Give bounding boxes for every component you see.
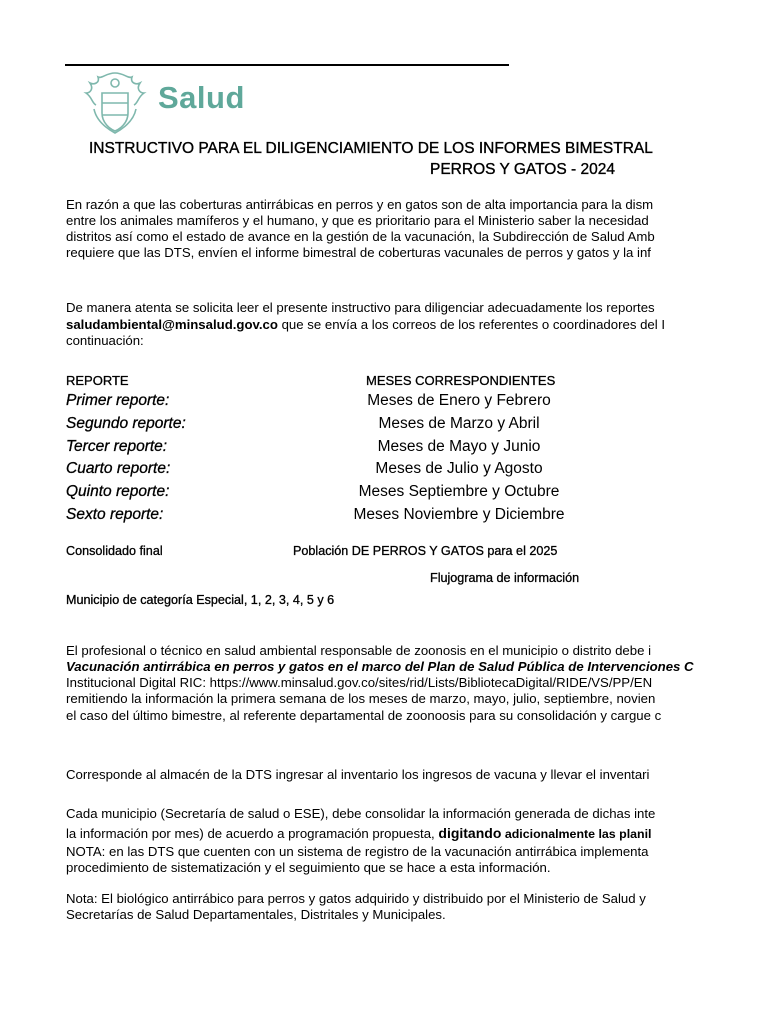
para1-line-1: El profesional o técnico en salud ambiental responsable de zoonosis en el municipio o distrito debe i <box>66 643 652 658</box>
intro-line-4: requiere que las DTS, envíen el informe bimestral de coberturas vacunales de perros y gatos y la inf <box>66 245 651 260</box>
para1-line-3: Institucional Digital RIC: https://www.minsalud.gov.co/sites/rid/Lists/BibliotecaDigital/RIDE/VS/PP/EN <box>66 675 653 690</box>
coat-of-arms-icon <box>80 67 150 137</box>
report-label-6: Sexto reporte: <box>66 506 164 523</box>
para1-line-5: el caso del último bimestre, al referente departamental de zoonoosis para su consolidación y cargue c <box>66 708 662 723</box>
para2: Corresponde al almacén de la DTS ingresar al inventario los ingresos de vacuna y llevar el inventari <box>66 767 650 782</box>
intro-line-1: En razón a que las coberturas antirrábicas en perros y en gatos son de alta importancia para la dism <box>66 197 654 212</box>
report-months-2: Meses de Marzo y Abril <box>378 415 540 432</box>
report-label-1: Primer reporte: <box>66 392 170 409</box>
report-label-5: Quinto reporte: <box>66 483 170 500</box>
request-line-3: continuación: <box>66 333 144 348</box>
municipality-category: Municipio de categoría Especial, 1, 2, 3, 4, 5 y 6 <box>66 593 335 607</box>
para1-line-2: Vacunación antirrábica en perros y gatos en el marco del Plan de Salud Pública de Intervenciones C <box>66 659 694 674</box>
para4-line-1: Nota: El biológico antirrábico para perros y gatos adquirido y distribuido por el Ministerio de Salud y <box>66 891 646 906</box>
months-column-header: MESES CORRESPONDIENTES <box>366 373 556 388</box>
report-label-3: Tercer reporte: <box>66 438 168 455</box>
consolidated-label: Consolidado final <box>66 544 163 558</box>
header-rule <box>65 64 509 66</box>
report-column-header: REPORTE <box>66 373 129 388</box>
intro-line-2: entre los animales mamíferos y el humano, y que es prioritario para el Ministerio saber la necesidad <box>66 213 649 228</box>
brand-name: Salud <box>158 80 245 115</box>
page-title: INSTRUCTIVO PARA EL DILIGENCIAMIENTO DE LOS INFORMES BIMESTRAL <box>89 140 653 157</box>
report-months-5: Meses Septiembre y Octubre <box>358 483 560 500</box>
para3-line-1: Cada municipio (Secretaría de salud o ESE), debe consolidar la información generada de dichas inte <box>66 806 656 821</box>
report-months-6: Meses Noviembre y Diciembre <box>353 506 565 523</box>
request-line-2: saludambiental@minsalud.gov.co que se envía a los correos de los referentes o coordinadores del I <box>66 317 665 332</box>
report-months-3: Meses de Mayo y Junio <box>377 438 541 455</box>
flowchart-title: Flujograma de información <box>430 571 580 585</box>
para1-line-4: remitiendo la información la primera semana de los meses de marzo, mayo, julio, septiembre, novien <box>66 691 656 706</box>
report-months-4: Meses de Julio y Agosto <box>375 460 543 477</box>
para3-line-4: procedimiento de sistematización y el seguimiento que se hace a esta información. <box>66 860 551 875</box>
report-label-4: Cuarto reporte: <box>66 460 171 477</box>
report-label-2: Segundo reporte: <box>66 415 186 432</box>
contact-email[interactable]: saludambiental@minsalud.gov.co <box>66 317 278 332</box>
page-title-line2: PERROS Y GATOS - 2024 <box>430 161 615 178</box>
para4-line-2: Secretarías de Salud Departamentales, Distritales y Municipales. <box>66 907 446 922</box>
para3-line-3: NOTA: en las DTS que cuenten con un sistema de registro de la vacunación antirrábica implementa <box>66 844 649 859</box>
intro-line-3: distritos así como el estado de avance en la gestión de la vacunación, la Subdirección de Salud Amb <box>66 229 655 244</box>
request-line-1: De manera atenta se solicita leer el presente instructivo para diligenciar adecuadamente los reportes <box>66 300 655 315</box>
para3-line-2: la información por mes) de acuerdo a programación propuesta, digitando adicionalmente las planil <box>66 825 652 841</box>
consolidated-value: Población DE PERROS Y GATOS para el 2025 <box>293 544 558 558</box>
report-months-1: Meses de Enero y Febrero <box>367 392 551 409</box>
